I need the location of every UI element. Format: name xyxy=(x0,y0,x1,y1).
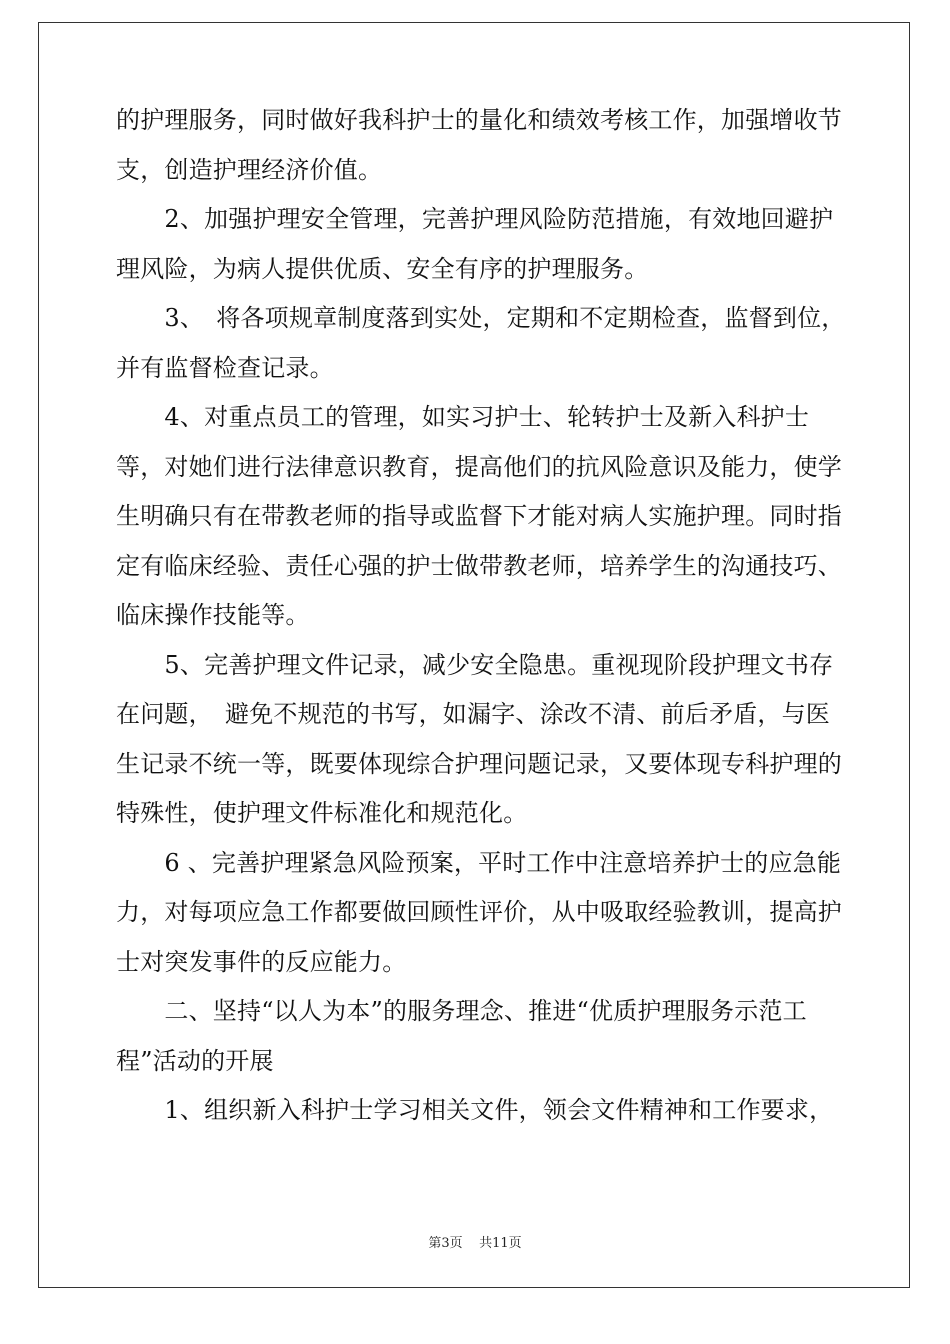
page-number: 第3页 xyxy=(428,1236,463,1251)
paragraph: 2、加强护理安全管理，完善护理风险防范措施，有效地回避护理风险，为病人提供优质、安全有序的护理服务。 xyxy=(116,205,834,283)
paragraph: 1、组织新入科护士学习相关文件，领会文件精神和工作要求， xyxy=(116,1096,834,1124)
document-body xyxy=(116,96,846,1136)
paragraph: 的护理服务，同时做好我科护士的量化和绩效考核工作，加强增收节支，创造护理经济价值。 xyxy=(116,106,842,184)
paragraph: 二、坚持“以人为本”的服务理念、推进“优质护理服务示范工程”活动的开展 xyxy=(116,997,807,1075)
page-footer xyxy=(0,1232,950,1251)
paragraph: 5、完善护理文件记录，减少安全隐患。重视现阶段护理文书存在问题， 避免不规范的书写，如漏字、涂改不清、前后矛盾，与医生记录不统一等，既要体现综合护理问题记录，又要体现专科护理的特殊性，使护理文件标准化和规范化。 xyxy=(116,650,842,827)
paragraph: 3、 将各项规章制度落到实处，定期和不定期检查，监督到位，并有监督检查记录。 xyxy=(116,304,846,382)
paragraph: 4、对重点员工的管理，如实习护士、轮转护士及新入科护士等，对她们进行法律意识教育，提高他们的抗风险意识及能力，使学生明确只有在带教老师的指导或监督下才能对病人实施护理。同时指定有临床经验、责任心强的护士做带教老师，培养学生的沟通技巧、临床操作技能等。 xyxy=(116,403,842,629)
paragraph: 6 、完善护理紧急风险预案，平时工作中注意培养护士的应急能力，对每项应急工作都要做回顾性评价，从中吸取经验教训，提高护士对突发事件的反应能力。 xyxy=(116,848,842,976)
page-total: 共11页 xyxy=(479,1236,522,1251)
